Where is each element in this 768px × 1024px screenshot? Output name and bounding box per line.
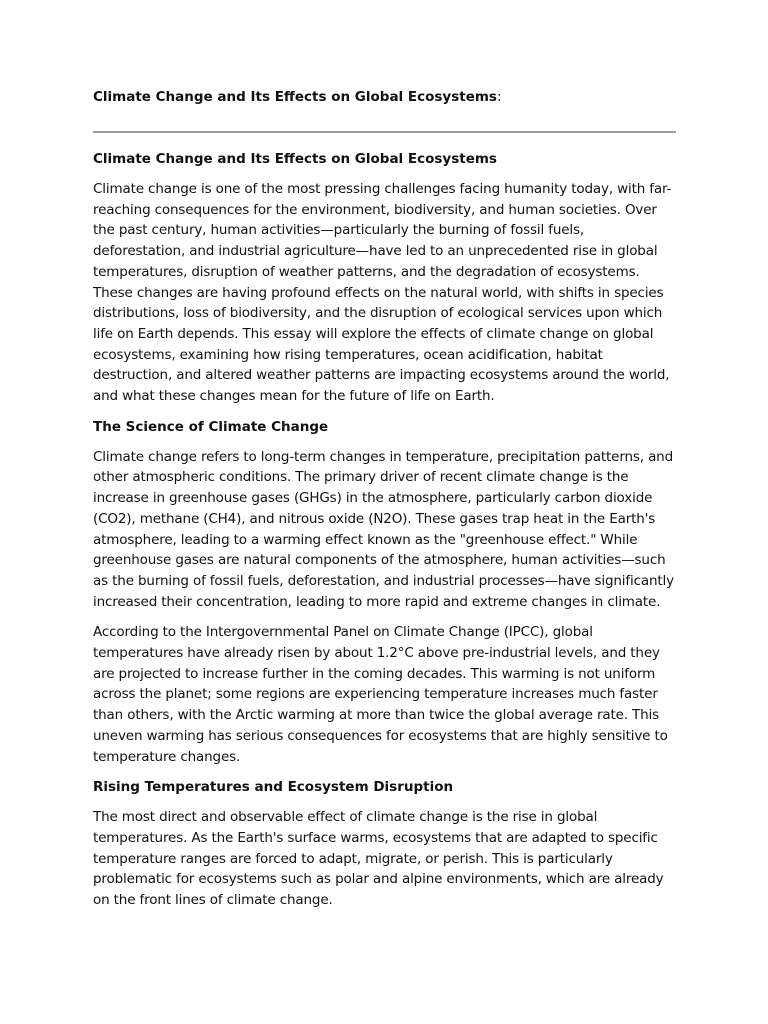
section-heading: The Science of Climate Change xyxy=(93,418,329,435)
document-title xyxy=(93,87,676,107)
section-heading: Climate Change and Its Effects on Global Ecosystems xyxy=(93,151,497,167)
document-page xyxy=(93,87,676,911)
document-title-suffix: : xyxy=(496,89,502,105)
paragraph: The most direct and observable effect of climate change is the rise in global temperatures. As the Earth's surface warms, ecosystems that are adapted to specific temperature ranges are forced to adapt, migrate, or perish. This is particularly problematic for ecosystems such as polar and alpine environments, which are already on the front lines of climate change. xyxy=(93,809,664,909)
paragraph: Climate change is one of the most pressing challenges facing humanity today, with far-reaching consequences for the environment, biodiversity, and human societies. Over the past century, human activities—particularly the burning of fossil fuels, deforestation, and industrial agriculture—have led to an unprecedented rise in global temperatures, disruption of weather patterns, and the degradation of ecosystems. These changes are having profound effects on the natural world, with shifts in species distributions, loss of biodiversity, and the disruption of ecological services upon which life on Earth depends. This essay will explore the effects of climate change on global ecosystems, examining how rising temperatures, ocean acidification, habitat destruction, and altered weather patterns are impacting ecosystems around the world, and what these changes mean for the future of life on Earth. xyxy=(93,181,672,405)
section-heading: Rising Temperatures and Ecosystem Disruption xyxy=(93,779,454,796)
horizontal-divider xyxy=(93,131,676,133)
paragraph: According to the Intergovernmental Panel on Climate Change (IPCC), global temperatures have already risen by about 1.2°C above pre-industrial levels, and they are projected to increase further in the coming decades. This warming is not uniform across the planet; some regions are experiencing temperature increases much faster than others, with the Arctic warming at more than twice the global average rate. This uneven warming has serious consequences for ecosystems that are highly sensitive to temperature changes. xyxy=(93,624,668,765)
paragraph: Climate change refers to long-term changes in temperature, precipitation patterns, and other atmospheric conditions. The primary driver of recent climate change is the increase in greenhouse gases (GHGs) in the atmosphere, particularly carbon dioxide (CO2), methane (CH4), and nitrous oxide (N2O). These gases trap heat in the Earth's atmosphere, leading to a warming effect known as the "greenhouse effect." While greenhouse gases are natural components of the atmosphere, human activities—such as the burning of fossil fuels, deforestation, and industrial processes—have significantly increased their concentration, leading to more rapid and extreme changes in climate. xyxy=(93,448,674,610)
document-title-text: Climate Change and Its Effects on Global Ecosystems xyxy=(93,89,497,105)
